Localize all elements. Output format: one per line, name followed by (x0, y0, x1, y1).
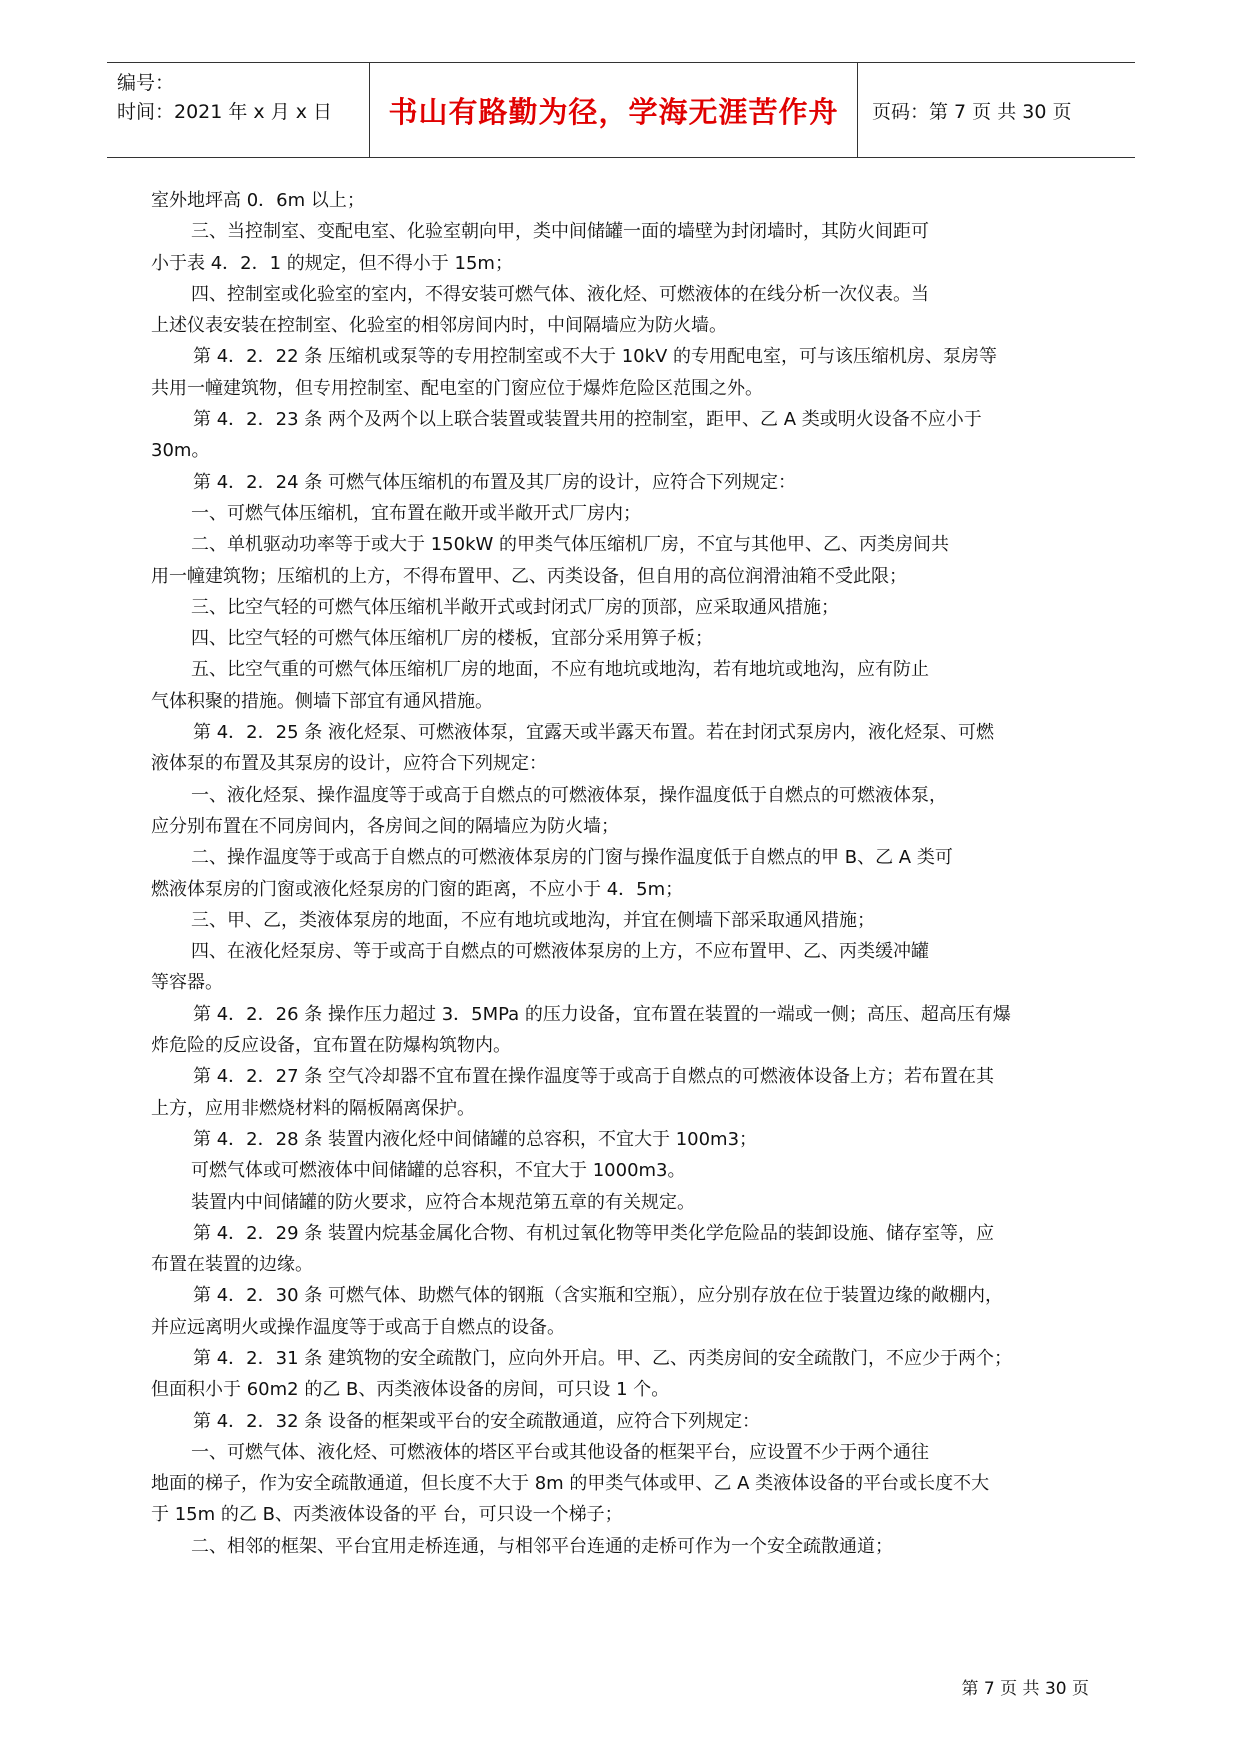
text-line: 装置内中间储罐的防火要求，应符合本规范第五章的有关规定。 (191, 1191, 695, 1213)
page-header (107, 62, 1135, 158)
text-line: 四、比空气轻的可燃气体压缩机厂房的楼板，宜部分采用箅子板； (191, 628, 713, 650)
text-line: 第 4．2．26 条 操作压力超过 3．5MPa 的压力设备，宜布置在装置的一端或一侧；高压、超高压有爆 (193, 1003, 1011, 1025)
text-line: 可燃气体或可燃液体中间储罐的总容积，不宜大于 1000m3。 (191, 1160, 686, 1182)
text-line: 第 4．2．29 条 装置内烷基金属化合物、有机过氧化物等甲类化学危险品的装卸设施、储存室等，应 (193, 1222, 994, 1244)
text-line: 燃液体泵房的门窗或液化烃泵房的门窗的距离，不应小于 4．5m； (151, 878, 684, 900)
document-number-label: 编号： (117, 72, 175, 94)
text-line: 一、液化烃泵、操作温度等于或高于自燃点的可燃液体泵，操作温度低于自燃点的可燃液体泵， (191, 784, 947, 806)
text-line: 第 4．2．24 条 可燃气体压缩机的布置及其厂房的设计，应符合下列规定： (193, 471, 796, 493)
text-line: 三、当控制室、变配电室、化验室朝向甲，类中间储罐一面的墙壁为封闭墙时，其防火间距可 (191, 221, 929, 243)
document-body (151, 185, 1096, 1562)
text-line: 四、在液化烃泵房、等于或高于自燃点的可燃液体泵房的上方，不应布置甲、乙、丙类缓冲罐 (191, 941, 929, 963)
text-line: 四、控制室或化验室的室内，不得安装可燃气体、液化烃、可燃液体的在线分析一次仪表。当 (191, 283, 929, 305)
text-line: 应分别布置在不同房间内，各房间之间的隔墙应为防火墙； (151, 815, 619, 837)
header-page-label: 页码：第 7 页 共 30 页 (872, 100, 1072, 123)
text-line: 但面积小于 60m2 的乙 B、丙类液体设备的房间，可只设 1 个。 (151, 1379, 670, 1401)
text-line: 第 4．2．25 条 液化烃泵、可燃液体泵，宜露天或半露天布置。若在封闭式泵房内，液化烃泵、可燃 (193, 722, 994, 744)
text-line: 室外地坪高 0．6m 以上； (151, 190, 365, 211)
text-line: 二、相邻的框架、平台宜用走桥连通，与相邻平台连通的走桥可作为一个安全疏散通道； (191, 1535, 893, 1557)
text-line: 一、可燃气体、液化烃、可燃液体的塔区平台或其他设备的框架平台，应设置不少于两个通往 (191, 1441, 929, 1463)
header-motto: 书山有路勤为径，学海无涯苦作舟 (369, 63, 858, 157)
document-time-label: 时间：2021 年 x 月 x 日 (117, 101, 333, 123)
text-line: 三、比空气轻的可燃气体压缩机半敞开式或封闭式厂房的顶部，应采取通风措施； (191, 596, 839, 618)
text-line: 共用一幢建筑物，但专用控制室、配电室的门窗应位于爆炸危险区范围之外。 (151, 377, 763, 399)
text-line: 30m。 (151, 440, 210, 462)
text-line: 第 4．2．23 条 两个及两个以上联合装置或装置共用的控制室，距甲、乙 A 类或明火设备不应小于 (193, 409, 982, 431)
page-footer: 第 7 页 共 30 页 (961, 1679, 1089, 1699)
text-line: 一、可燃气体压缩机，宜布置在敞开或半敞开式厂房内； (191, 502, 641, 524)
text-line: 液体泵的布置及其泵房的设计，应符合下列规定： (151, 753, 547, 775)
text-line: 第 4．2．22 条 压缩机或泵等的专用控制室或不大于 10kV 的专用配电室，可与该压缩机房、泵房等 (193, 346, 998, 368)
text-line: 小于表 4．2．1 的规定，但不得小于 15m； (151, 252, 513, 274)
text-line: 第 4．2．28 条 装置内液化烃中间储罐的总容积，不宜大于 100m3； (193, 1128, 758, 1150)
text-line: 气体积聚的措施。侧墙下部宜有通风措施。 (151, 690, 493, 712)
text-line: 第 4．2．30 条 可燃气体、助燃气体的钢瓶（含实瓶和空瓶），应分别存放在位于装置边缘的敞棚内， (193, 1285, 1003, 1307)
text-line: 等容器。 (151, 972, 223, 994)
text-line: 第 4．2．32 条 设备的框架或平台的安全疏散通道，应符合下列规定： (193, 1410, 760, 1432)
text-line: 用一幢建筑物；压缩机的上方，不得布置甲、乙、丙类设备，但自用的高位润滑油箱不受此限； (151, 565, 907, 587)
text-line: 第 4．2．31 条 建筑物的安全疏散门，应向外开启。甲、乙、丙类房间的安全疏散门，不应少于两个； (193, 1347, 1012, 1369)
text-line: 炸危险的反应设备，宜布置在防爆构筑物内。 (151, 1035, 511, 1057)
text-line: 二、操作温度等于或高于自燃点的可燃液体泵房的门窗与操作温度低于自燃点的甲 B、乙 A 类可 (191, 847, 953, 869)
text-line: 地面的梯子，作为安全疏散通道，但长度不大于 8m 的甲类气体或甲、乙 A 类液体设备的平台或长度不大 (151, 1473, 990, 1495)
text-line: 上述仪表安装在控制室、化验室的相邻房间内时，中间隔墙应为防火墙。 (151, 315, 727, 337)
text-line: 并应远离明火或操作温度等于或高于自燃点的设备。 (151, 1316, 565, 1338)
text-line: 五、比空气重的可燃气体压缩机厂房的地面，不应有地坑或地沟，若有地坑或地沟，应有防止 (191, 659, 929, 681)
header-left-cell (107, 63, 369, 157)
text-line: 布置在装置的边缘。 (151, 1254, 313, 1276)
text-line: 第 4．2．27 条 空气冷却器不宜布置在操作温度等于或高于自燃点的可燃液体设备上方；若布置在其 (193, 1066, 994, 1088)
text-line: 三、甲、乙，类液体泵房的地面，不应有地坑或地沟，并宜在侧墙下部采取通风措施； (191, 909, 875, 931)
text-line: 于 15m 的乙 B、丙类液体设备的平 台，可只设一个梯子； (151, 1504, 623, 1526)
text-line: 二、单机驱动功率等于或大于 150kW 的甲类气体压缩机厂房，不宜与其他甲、乙、丙类房间共 (191, 534, 950, 556)
text-line: 上方，应用非燃烧材料的隔板隔离保护。 (151, 1097, 475, 1119)
